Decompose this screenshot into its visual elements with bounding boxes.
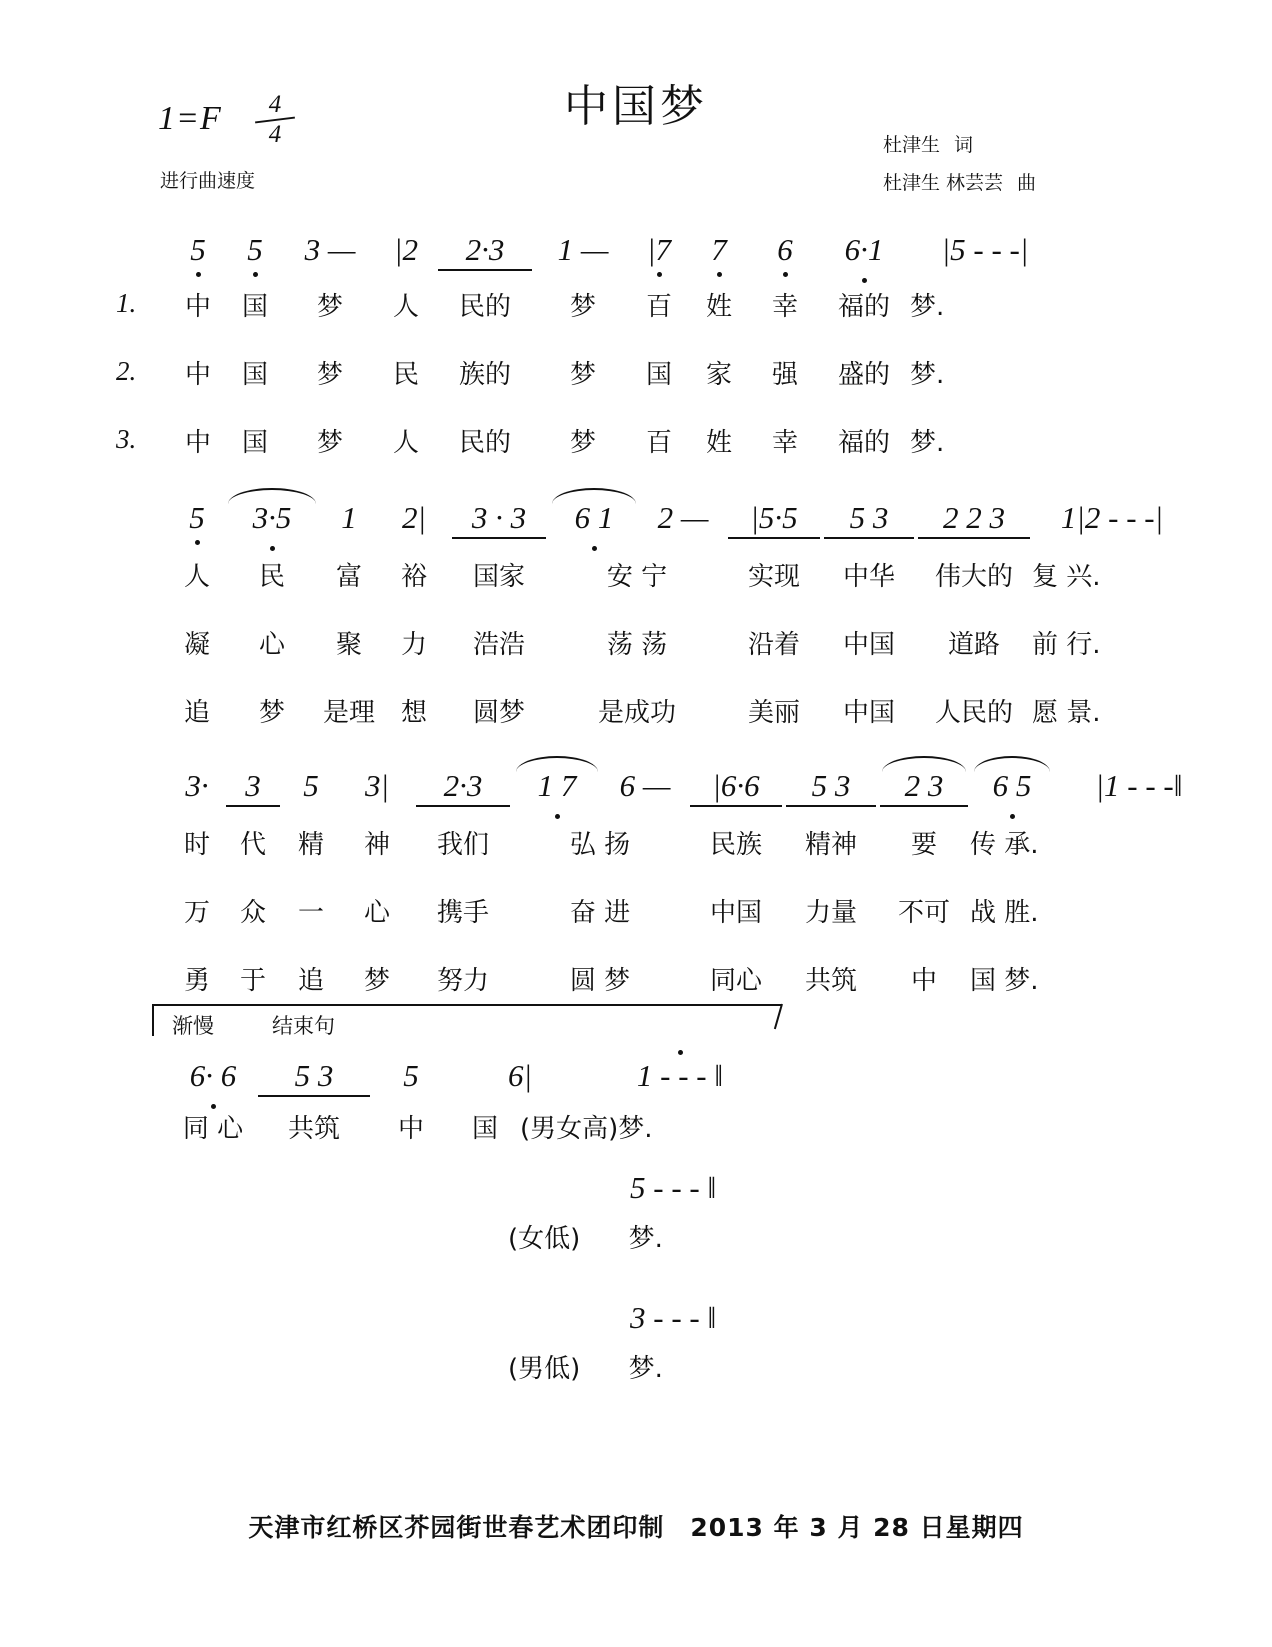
note: 6 5 [970,768,1054,804]
coda-line-2-notes: 5 - - - ‖ [630,1170,717,1205]
lyric-syllable: 中 [184,428,211,458]
lyric-syllable: 我们 [436,830,489,860]
system-2-verse-1 [170,556,1192,593]
lyric-syllable: 心 [258,630,285,660]
note: 5 3 [822,500,916,536]
note: 2| [401,500,427,535]
lyric-syllable: 安 宁 [606,562,668,592]
lyric-syllable: 中国 [842,698,895,728]
lyric-syllable: 姓 [705,292,732,322]
coda-marking: 结束句 [272,1014,335,1038]
lyric-syllable: 道路 [947,630,1000,660]
note: 5 3 [256,1058,372,1094]
lyric-syllable: 一 [297,898,324,928]
note: |5 - - -| [941,232,1029,267]
lyric-syllable: 精 [297,830,324,860]
credits [883,126,1036,202]
key-signature: 1=F [158,100,222,137]
voice-label: (女低) [508,1224,581,1254]
time-signature [252,92,298,149]
voice-label: (男低) [508,1354,581,1384]
lyric-syllable: 中国 [842,630,895,660]
lyric-syllable: 同 心 [182,1114,244,1144]
lyric-syllable: 民族 [709,830,762,860]
composer-role: 曲 [1016,172,1036,194]
lyric-syllable: 福的 [837,292,890,322]
lyric-syllable: 共筑 [804,966,857,996]
lyric-syllable: 于 [239,966,266,996]
lyric-syllable: 奋 进 [569,898,631,928]
note: 6 1 [548,500,640,536]
lyric-syllable: 中 [184,360,211,390]
system-1-verse-3 [170,422,1060,459]
footer [0,1508,1272,1544]
lyric-syllable: 力 [400,630,427,660]
lyric-syllable: 伟大的 [934,562,1013,592]
lyric-syllable: 中国 [709,898,762,928]
lyric-syllable: 弘 扬 [569,830,631,860]
lyric-syllable: 力量 [804,898,857,928]
lyric-syllable: 国家 [472,562,525,592]
system-3-verse-1 [170,824,1140,861]
print-date: 2013 年 3 月 28 日星期四 [690,1513,1024,1542]
note: 2 — [657,500,709,535]
note: 2 2 3 [916,500,1032,536]
lyric-syllable: 美丽 [747,698,800,728]
note: 3·5 [224,500,320,536]
lyric-syllable: 梦. [910,428,945,458]
lyric-syllable: 心 [363,898,390,928]
lyric-syllable: 福的 [837,428,890,458]
lyric-syllable: 人 [392,428,419,458]
note: 2·3 [436,232,534,268]
lyric-syllable: 同心 [709,966,762,996]
lyricist-line [883,126,1036,164]
lyric-syllable: 民 [258,562,285,592]
lyric-syllable: 想 [400,698,427,728]
note: |1 - - -‖ [1095,768,1183,803]
note: 5 3 [784,768,878,804]
note: 1 — [557,232,609,267]
note: 2·3 [414,768,512,804]
lyric-syllable: 浩浩 [472,630,525,660]
lyric-syllable: 人 [183,562,210,592]
lyric-syllable: 梦. [628,1224,663,1254]
lyric-syllable: 梦 [569,360,596,390]
lyric-syllable: 民的 [458,428,511,458]
lyric-syllable: 圆 梦 [569,966,631,996]
lyric-syllable: 万 [183,898,210,928]
note: 5 [170,232,226,268]
lyric-syllable: 国 [241,428,268,458]
lyric-syllable: 民的 [458,292,511,322]
lyric-syllable: (男女高)梦. [520,1114,653,1144]
lyric-syllable: 梦 [569,428,596,458]
page-title: 中国梦 [564,81,708,132]
note: 5 [226,232,284,268]
lyric-syllable: 传 承. [970,830,1039,860]
note: |5·5 [726,500,822,536]
note: 2 3 [878,768,970,804]
lyric-syllable: 梦 [316,292,343,322]
system-2-verse-2 [170,624,1192,661]
system-3-verse-3 [170,960,1140,997]
lyric-syllable: 追 [297,966,324,996]
lyric-syllable: 人 [392,292,419,322]
lyric-syllable: 神 [363,830,390,860]
lyric-syllable: 聚 [335,630,362,660]
system-1-notes [170,232,1060,268]
lyric-syllable: 携手 [436,898,489,928]
lyric-syllable: 梦. [910,360,945,390]
lyric-syllable: 梦. [628,1354,663,1384]
lyric-syllable: 精神 [804,830,857,860]
note: 1 - - - ‖ [590,1058,770,1094]
lyric-syllable: 民 [392,360,419,390]
lyric-syllable: 时 [183,830,210,860]
note: |7 [632,232,686,268]
lyric-syllable: 强 [771,360,798,390]
lyric-syllable: 愿 景. [1032,698,1101,728]
lyric-syllable: 代 [239,830,266,860]
lyric-syllable: 众 [239,898,266,928]
lyric-syllable: 梦 [569,292,596,322]
lyric-syllable: 国 [645,360,672,390]
lyric-syllable: 中 [910,966,937,996]
lyric-syllable: 荡 荡 [606,630,668,660]
note: 6 [752,232,818,268]
lyric-syllable: 百 [645,428,672,458]
rit-marking: 渐慢 [172,1014,214,1038]
lyric-syllable: 幸 [771,428,798,458]
system-3-notes [170,768,1224,804]
lyric-syllable: 国 [241,292,268,322]
lyric-syllable: 凝 [183,630,210,660]
lyric-syllable: 国 梦. [970,966,1039,996]
note: 6·1 [818,232,910,268]
verse-number: 2. [116,356,137,386]
tempo-marking: 进行曲速度 [160,170,256,192]
system-2-notes [170,500,1192,536]
system-3-verse-2 [170,892,1140,929]
time-signature-top: 4 [268,91,282,118]
publisher-text: 天津市红桥区芥园街世春艺术团印制 [248,1513,665,1542]
note: 5 [170,500,224,536]
lyric-syllable: 梦 [316,428,343,458]
note: 5 [403,1058,419,1093]
note: |2 [393,232,419,267]
lyric-syllable: 梦 [363,966,390,996]
coda-line-3-lyric [508,1348,663,1385]
lyric-syllable: 追 [183,698,210,728]
lyric-syllable: 努力 [436,966,489,996]
lyric-syllable: 圆梦 [472,698,525,728]
composer-line [883,164,1036,202]
coda-line-2-lyric [508,1218,663,1255]
lyricist-role: 词 [953,134,973,156]
lyricist-name: 杜津生 [882,134,940,156]
lyric-syllable: 中 [184,292,211,322]
verse-number: 1. [116,288,137,318]
note: 3 — [304,232,356,267]
lyric-syllable: 富 [335,562,362,592]
lyric-syllable: 梦 [316,360,343,390]
lyric-syllable: 国 [241,360,268,390]
lyric-syllable: 人民的 [934,698,1013,728]
lyric-syllable: 家 [705,360,732,390]
coda-line-1-notes [170,1058,770,1094]
lyric-syllable: 中 [397,1114,424,1144]
note: 3 · 3 [450,500,548,536]
lyric-syllable: 是理 [322,698,375,728]
lyric-syllable: 战 胜. [970,898,1039,928]
note: 6· 6 [170,1058,256,1094]
note: 1 [341,500,357,535]
note: 7 [686,232,752,268]
system-2-verse-3 [170,692,1192,729]
note: |6·6 [688,768,784,804]
lyric-syllable: 幸 [771,292,798,322]
system-1-verse-1 [170,286,1060,323]
lyric-syllable: 复 兴. [1032,562,1101,592]
lyric-syllable: 勇 [183,966,210,996]
lyric-syllable: 不可 [897,898,950,928]
note: 1 7 [512,768,602,804]
lyric-syllable: 是成功 [597,698,676,728]
note: 3· [185,768,209,803]
lyric-syllable: 梦 [258,698,285,728]
coda-line-1-lyric [170,1108,770,1145]
lyric-syllable: 共筑 [287,1114,340,1144]
lyric-syllable: 梦. [910,292,945,322]
lyric-syllable: 中华 [842,562,895,592]
composer-name: 杜津生 林芸芸 [882,172,1003,194]
lyric-syllable: 前 行. [1032,630,1101,660]
system-1-verse-2 [170,354,1060,391]
note: 1|2 - - -| [1060,500,1164,535]
time-signature-bottom: 4 [268,121,282,149]
note: 5 [303,768,319,803]
coda-line-3-notes: 3 - - - ‖ [630,1300,717,1335]
lyric-syllable: 族的 [458,360,511,390]
lyric-syllable: 沿着 [747,630,800,660]
note: 3| [364,768,390,803]
lyric-syllable: 实现 [747,562,800,592]
lyric-syllable: 盛的 [837,360,890,390]
lyric-syllable: 百 [645,292,672,322]
verse-number: 3. [116,424,137,454]
note: 6 — [619,768,671,803]
lyric-syllable: 姓 [705,428,732,458]
lyric-syllable: 要 [910,830,937,860]
ending-bracket [152,1004,782,1036]
note: 3 [224,768,282,804]
lyric-syllable: 裕 [400,562,427,592]
note: 6| [507,1058,533,1093]
lyric-syllable: 国 [471,1114,498,1144]
